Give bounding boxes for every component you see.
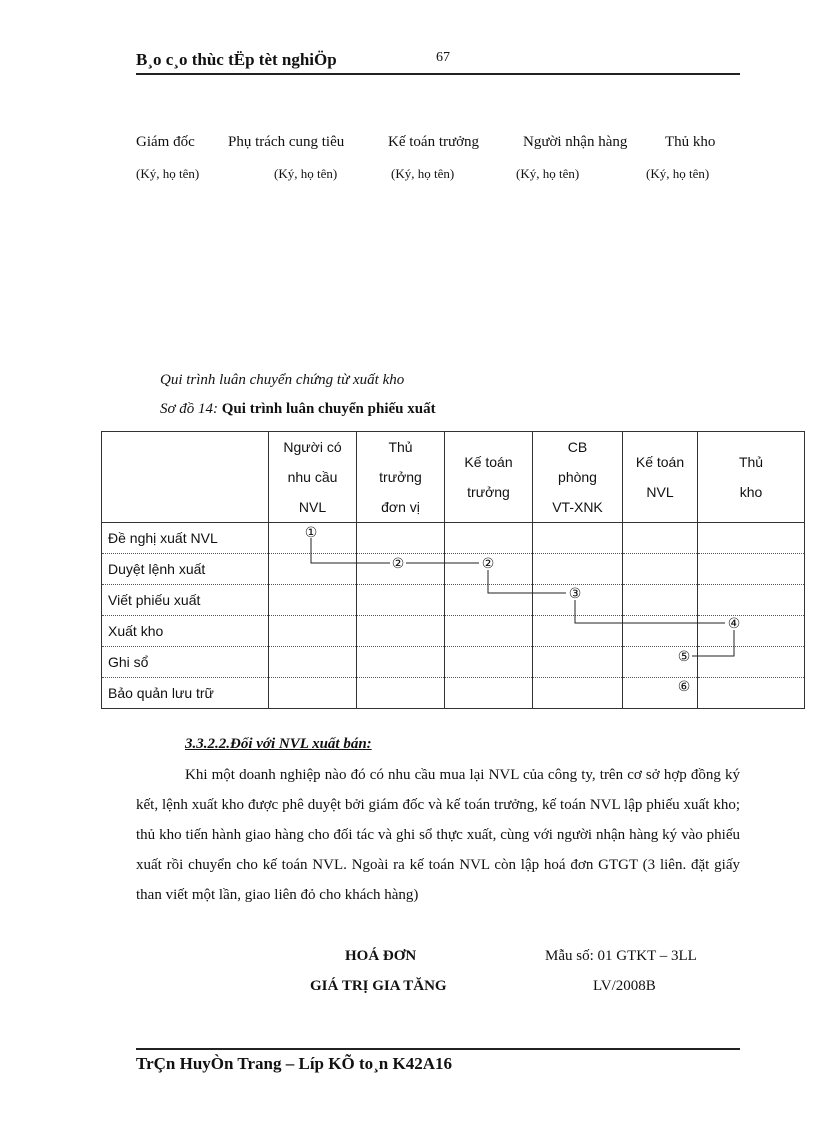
col-line: NVL — [298, 499, 327, 515]
step-marker-4: ④ — [727, 616, 741, 632]
flow-step-label: Đề nghị xuất NVL — [102, 523, 269, 554]
col-line: Thủ — [388, 439, 413, 455]
signature-note: (Ký, họ tên) — [391, 166, 455, 181]
col-line: VT-XNK — [552, 499, 603, 515]
invoice-title-line2: GIÁ TRỊ GIA TĂNG — [310, 978, 447, 994]
flow-col-nvl-accountant — [623, 432, 698, 523]
flow-step-label: Bảo quản lưu trữ — [102, 678, 269, 709]
diagram-title: Qui trình luân chuyển phiếu xuất — [221, 401, 436, 417]
col-line: Người có — [283, 439, 342, 455]
signature-title-storekeeper: Thủ kho — [665, 134, 716, 150]
col-line: Kế toán — [464, 454, 513, 470]
flow-col-chief-accountant — [445, 432, 533, 523]
signature-note: (Ký, họ tên) — [274, 166, 338, 181]
table-row — [102, 616, 805, 647]
table-row — [102, 523, 805, 554]
diagram-number: Sơ đồ 14: — [160, 401, 219, 417]
col-line: NVL — [646, 484, 674, 500]
section-paragraph: Khi một doanh nghiệp nào đó có nhu cầu mua lại NVL của công ty, trên cơ sở hợp đồng ký kết, lệnh xuất kho được phê duyệt bởi giám đốc và kế toán trưởng, kế toán NVL lập phiếu xuất kho; thủ kho tiến hành giao hàng cho đối tác và ghi sổ thực xuất, cùng với người nhận hàng ký vào phiếu xuất rồi chuyển cho kế toán NVL. Ngoài ra kế toán NVL còn lập hoá đơn GTGT (3 liên. đặt giấy than viết một lần, giao liên đỏ cho khách hàng) — [136, 767, 740, 903]
invoice-form-number: Mẫu số: 01 GTKT – 3LL — [545, 948, 697, 964]
page-number: 67 — [436, 50, 450, 65]
col-line: trưởng — [467, 484, 510, 500]
signature-title-procurement: Phụ trách cung tiêu — [228, 134, 345, 150]
flow-col-vt-xnk — [533, 432, 623, 523]
flow-step-label: Xuất kho — [102, 616, 269, 647]
col-line: phòng — [558, 469, 597, 485]
flow-step-label: Duyệt lệnh xuất — [102, 554, 269, 585]
step-marker-3: ③ — [568, 586, 582, 602]
flow-header-empty — [102, 432, 269, 523]
signature-title-receiver: Người nhận hàng — [523, 134, 628, 150]
col-line: kho — [739, 484, 763, 500]
section-heading: 3.3.2.2.Đối với NVL xuất bán: — [185, 736, 372, 752]
header-rule — [136, 73, 740, 75]
step-marker-1: ① — [304, 525, 318, 541]
footer-author: TrÇn HuyÒn Trang – Líp KÕ to¸n K42A16 — [136, 1054, 452, 1073]
signature-note: (Ký, họ tên) — [516, 166, 580, 181]
signature-title-director: Giám đốc — [136, 134, 195, 150]
col-line: Kế toán — [635, 454, 685, 470]
diagram-caption — [160, 401, 436, 418]
col-line: Thủ — [738, 454, 764, 470]
invoice-serial: LV/2008B — [593, 978, 656, 994]
col-line: nhu cầu — [287, 469, 338, 485]
signature-title-chief-accountant: Kế toán trưởng — [388, 134, 480, 150]
step-marker-2b: ② — [481, 556, 495, 572]
step-marker-5: ⑤ — [677, 649, 691, 665]
table-row — [102, 554, 805, 585]
signature-note: (Ký, họ tên) — [646, 166, 710, 181]
flow-col-unit-head — [357, 432, 445, 523]
flow-col-requester — [269, 432, 357, 523]
report-header-title: B¸o c¸o thùc tËp tèt nghiÖp — [136, 50, 337, 69]
flow-step-label: Ghi sổ — [102, 647, 269, 678]
flow-step-label: Viết phiếu xuất — [102, 585, 269, 616]
table-row — [102, 585, 805, 616]
col-line: đơn vị — [381, 499, 420, 515]
table-row — [102, 647, 805, 678]
step-marker-2a: ② — [391, 556, 405, 572]
flow-caption: Qui trình luân chuyển chứng từ xuất kho — [160, 372, 405, 388]
flow-table — [101, 431, 805, 709]
footer-rule — [136, 1048, 740, 1050]
flow-col-storekeeper — [698, 432, 805, 523]
signature-note: (Ký, họ tên) — [136, 166, 200, 181]
col-line: trưởng — [379, 469, 422, 485]
flow-header-row — [102, 432, 805, 523]
step-marker-6: ⑥ — [677, 679, 691, 695]
invoice-title-line1: HOÁ ĐƠN — [345, 948, 417, 964]
table-row — [102, 678, 805, 709]
col-line: CB — [567, 439, 588, 455]
